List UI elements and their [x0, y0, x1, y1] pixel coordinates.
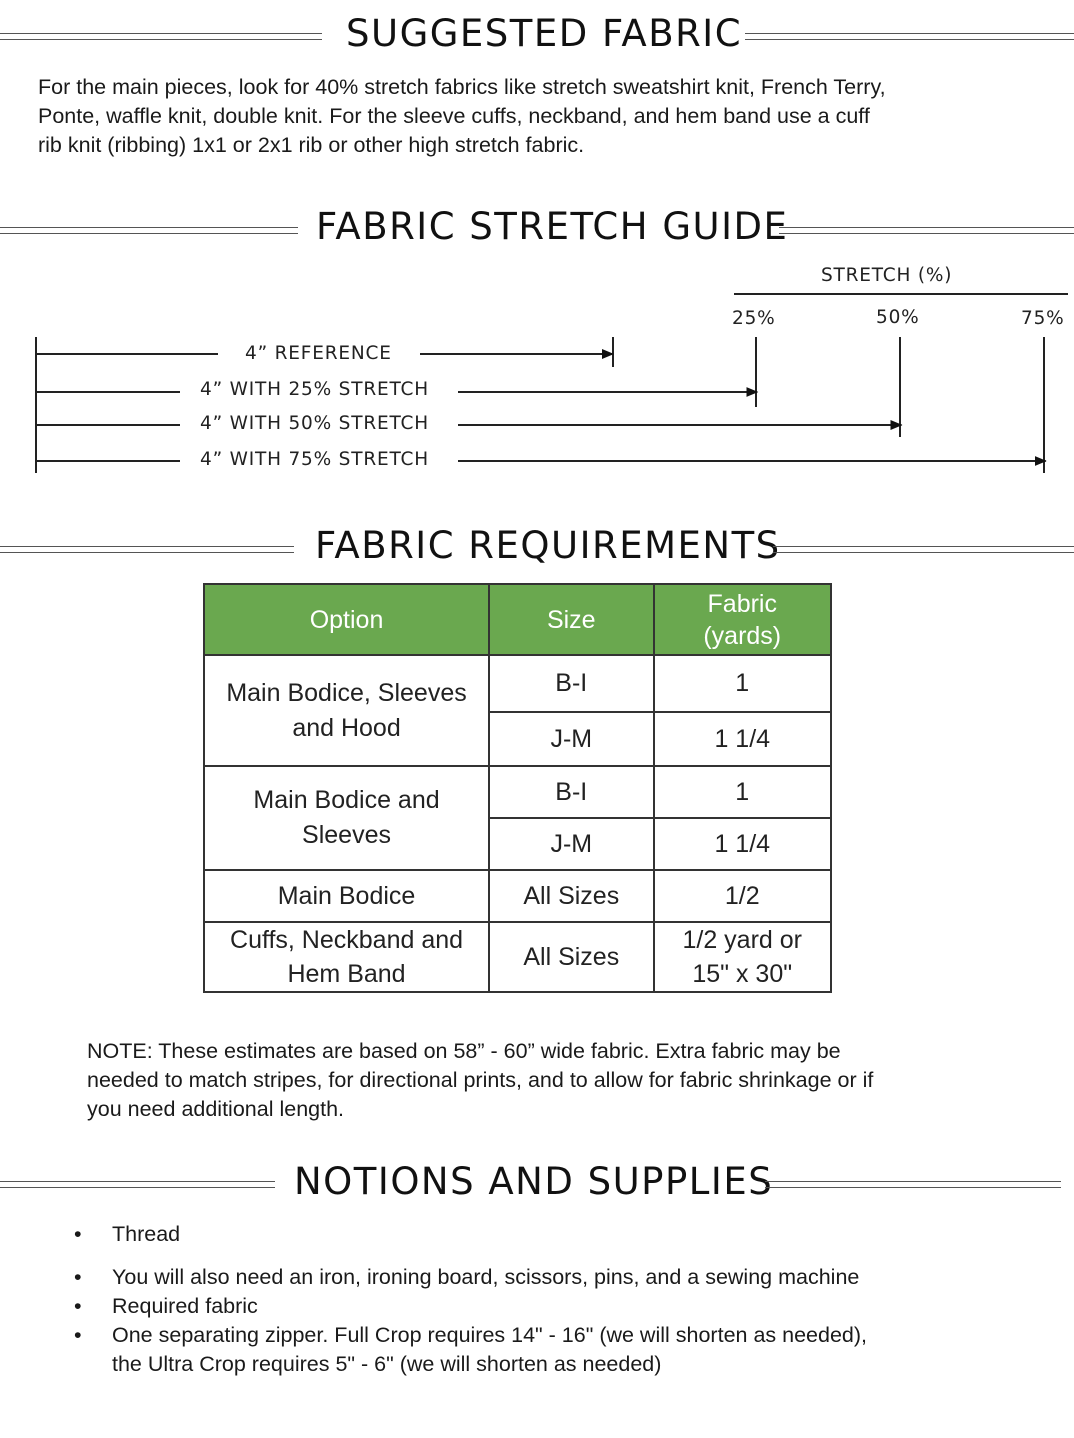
bullet-icon: • [74, 1222, 82, 1246]
option-cell [204, 766, 489, 870]
heading-label: SUGGESTED FABRIC [346, 12, 743, 55]
table-row [204, 655, 831, 712]
size-cell: J-M [489, 818, 653, 870]
heading-rule-left [0, 546, 294, 553]
section-heading-notions [0, 1160, 1074, 1220]
fabric-cell: 1 [654, 655, 832, 712]
header-size: Size [489, 584, 653, 655]
paragraph-line: For the main pieces, look for 40% stretch fabrics like stretch sweatshirt knit, French Terry, [38, 75, 886, 99]
header-fabric-line: Fabric [707, 589, 777, 618]
option-line: Main Bodice, Sleeves [226, 678, 467, 707]
row-label-75: 4” WITH 75% STRETCH [200, 449, 429, 470]
heading-rule-left [0, 1181, 275, 1188]
list-item [72, 1263, 1022, 1292]
list-item-text: Required fabric [112, 1294, 258, 1318]
option-cell: Main Bodice [204, 870, 489, 922]
size-cell: All Sizes [489, 922, 653, 992]
tick-label-50: 50% [876, 307, 920, 328]
header-option: Option [204, 584, 489, 655]
heading-label: NOTIONS AND SUPPLIES [294, 1160, 774, 1203]
section-heading-requirements [0, 524, 1074, 584]
fabric-cell: 1 1/4 [654, 712, 832, 766]
bullet-icon: • [74, 1265, 82, 1289]
fabric-cell [654, 922, 832, 992]
fabric-line: 15" x 30" [692, 960, 793, 988]
row-label-reference: 4” REFERENCE [245, 343, 392, 364]
heading-rule-right [765, 1181, 1061, 1188]
table-row [204, 870, 831, 922]
fabric-cell: 1 1/4 [654, 818, 832, 870]
option-line: Hem Band [287, 960, 406, 988]
list-item [72, 1321, 1022, 1379]
paragraph-line: rib knit (ribbing) 1x1 or 2x1 rib or other high stretch fabric. [38, 133, 585, 157]
notions-list [72, 1220, 1022, 1379]
note-line: you need additional length. [87, 1097, 345, 1121]
option-line: Cuffs, Neckband and [230, 926, 464, 954]
fabric-note [87, 1037, 987, 1124]
header-fabric-line: (yards) [703, 621, 782, 650]
list-item [72, 1220, 1022, 1249]
option-line: and Hood [292, 713, 401, 742]
option-line: Main Bodice and [253, 786, 440, 814]
heading-label: FABRIC STRETCH GUIDE [316, 205, 789, 248]
list-item-text: Thread [112, 1222, 181, 1246]
list-item-text: One separating zipper. Full Crop requires 14" - 16" (we will shorten as needed), [112, 1323, 868, 1347]
row-label-50: 4” WITH 50% STRETCH [200, 413, 429, 434]
tick-label-25: 25% [732, 308, 776, 329]
option-cell [204, 922, 489, 992]
fabric-cell: 1/2 [654, 870, 832, 922]
paragraph-line: Ponte, waffle knit, double knit. For the sleeve cuffs, neckband, and hem band use a cuff [38, 104, 870, 128]
list-item [72, 1292, 1022, 1321]
size-cell: J-M [489, 712, 653, 766]
tick-label-75: 75% [1021, 308, 1065, 329]
list-item-text: the Ultra Crop requires 5" - 6" (we will shorten as needed) [112, 1352, 662, 1376]
header-fabric [654, 584, 832, 655]
table-header-row [204, 584, 831, 655]
option-cell [204, 655, 489, 766]
option-line: Sleeves [302, 821, 391, 849]
heading-rule-right [773, 546, 1074, 553]
stretch-axis-label: STRETCH (%) [821, 265, 953, 286]
note-line: needed to match stripes, for directional prints, and to allow for fabric shrinkage or if [87, 1068, 874, 1092]
heading-label: FABRIC REQUIREMENTS [315, 524, 781, 567]
row-label-25: 4” WITH 25% STRETCH [200, 379, 429, 400]
bullet-icon: • [74, 1323, 82, 1347]
table-row [204, 922, 831, 992]
fabric-requirements-table [203, 583, 832, 993]
stretch-guide-diagram [0, 0, 1074, 480]
fabric-line: 1/2 yard or [682, 926, 802, 954]
table-row [204, 766, 831, 818]
fabric-cell: 1 [654, 766, 832, 818]
note-line: NOTE: These estimates are based on 58” - 60” wide fabric. Extra fabric may be [87, 1039, 841, 1063]
list-item-text: You will also need an iron, ironing board, scissors, pins, and a sewing machine [112, 1265, 860, 1289]
size-cell: All Sizes [489, 870, 653, 922]
size-cell: B-I [489, 655, 653, 712]
bullet-icon: • [74, 1294, 82, 1318]
size-cell: B-I [489, 766, 653, 818]
